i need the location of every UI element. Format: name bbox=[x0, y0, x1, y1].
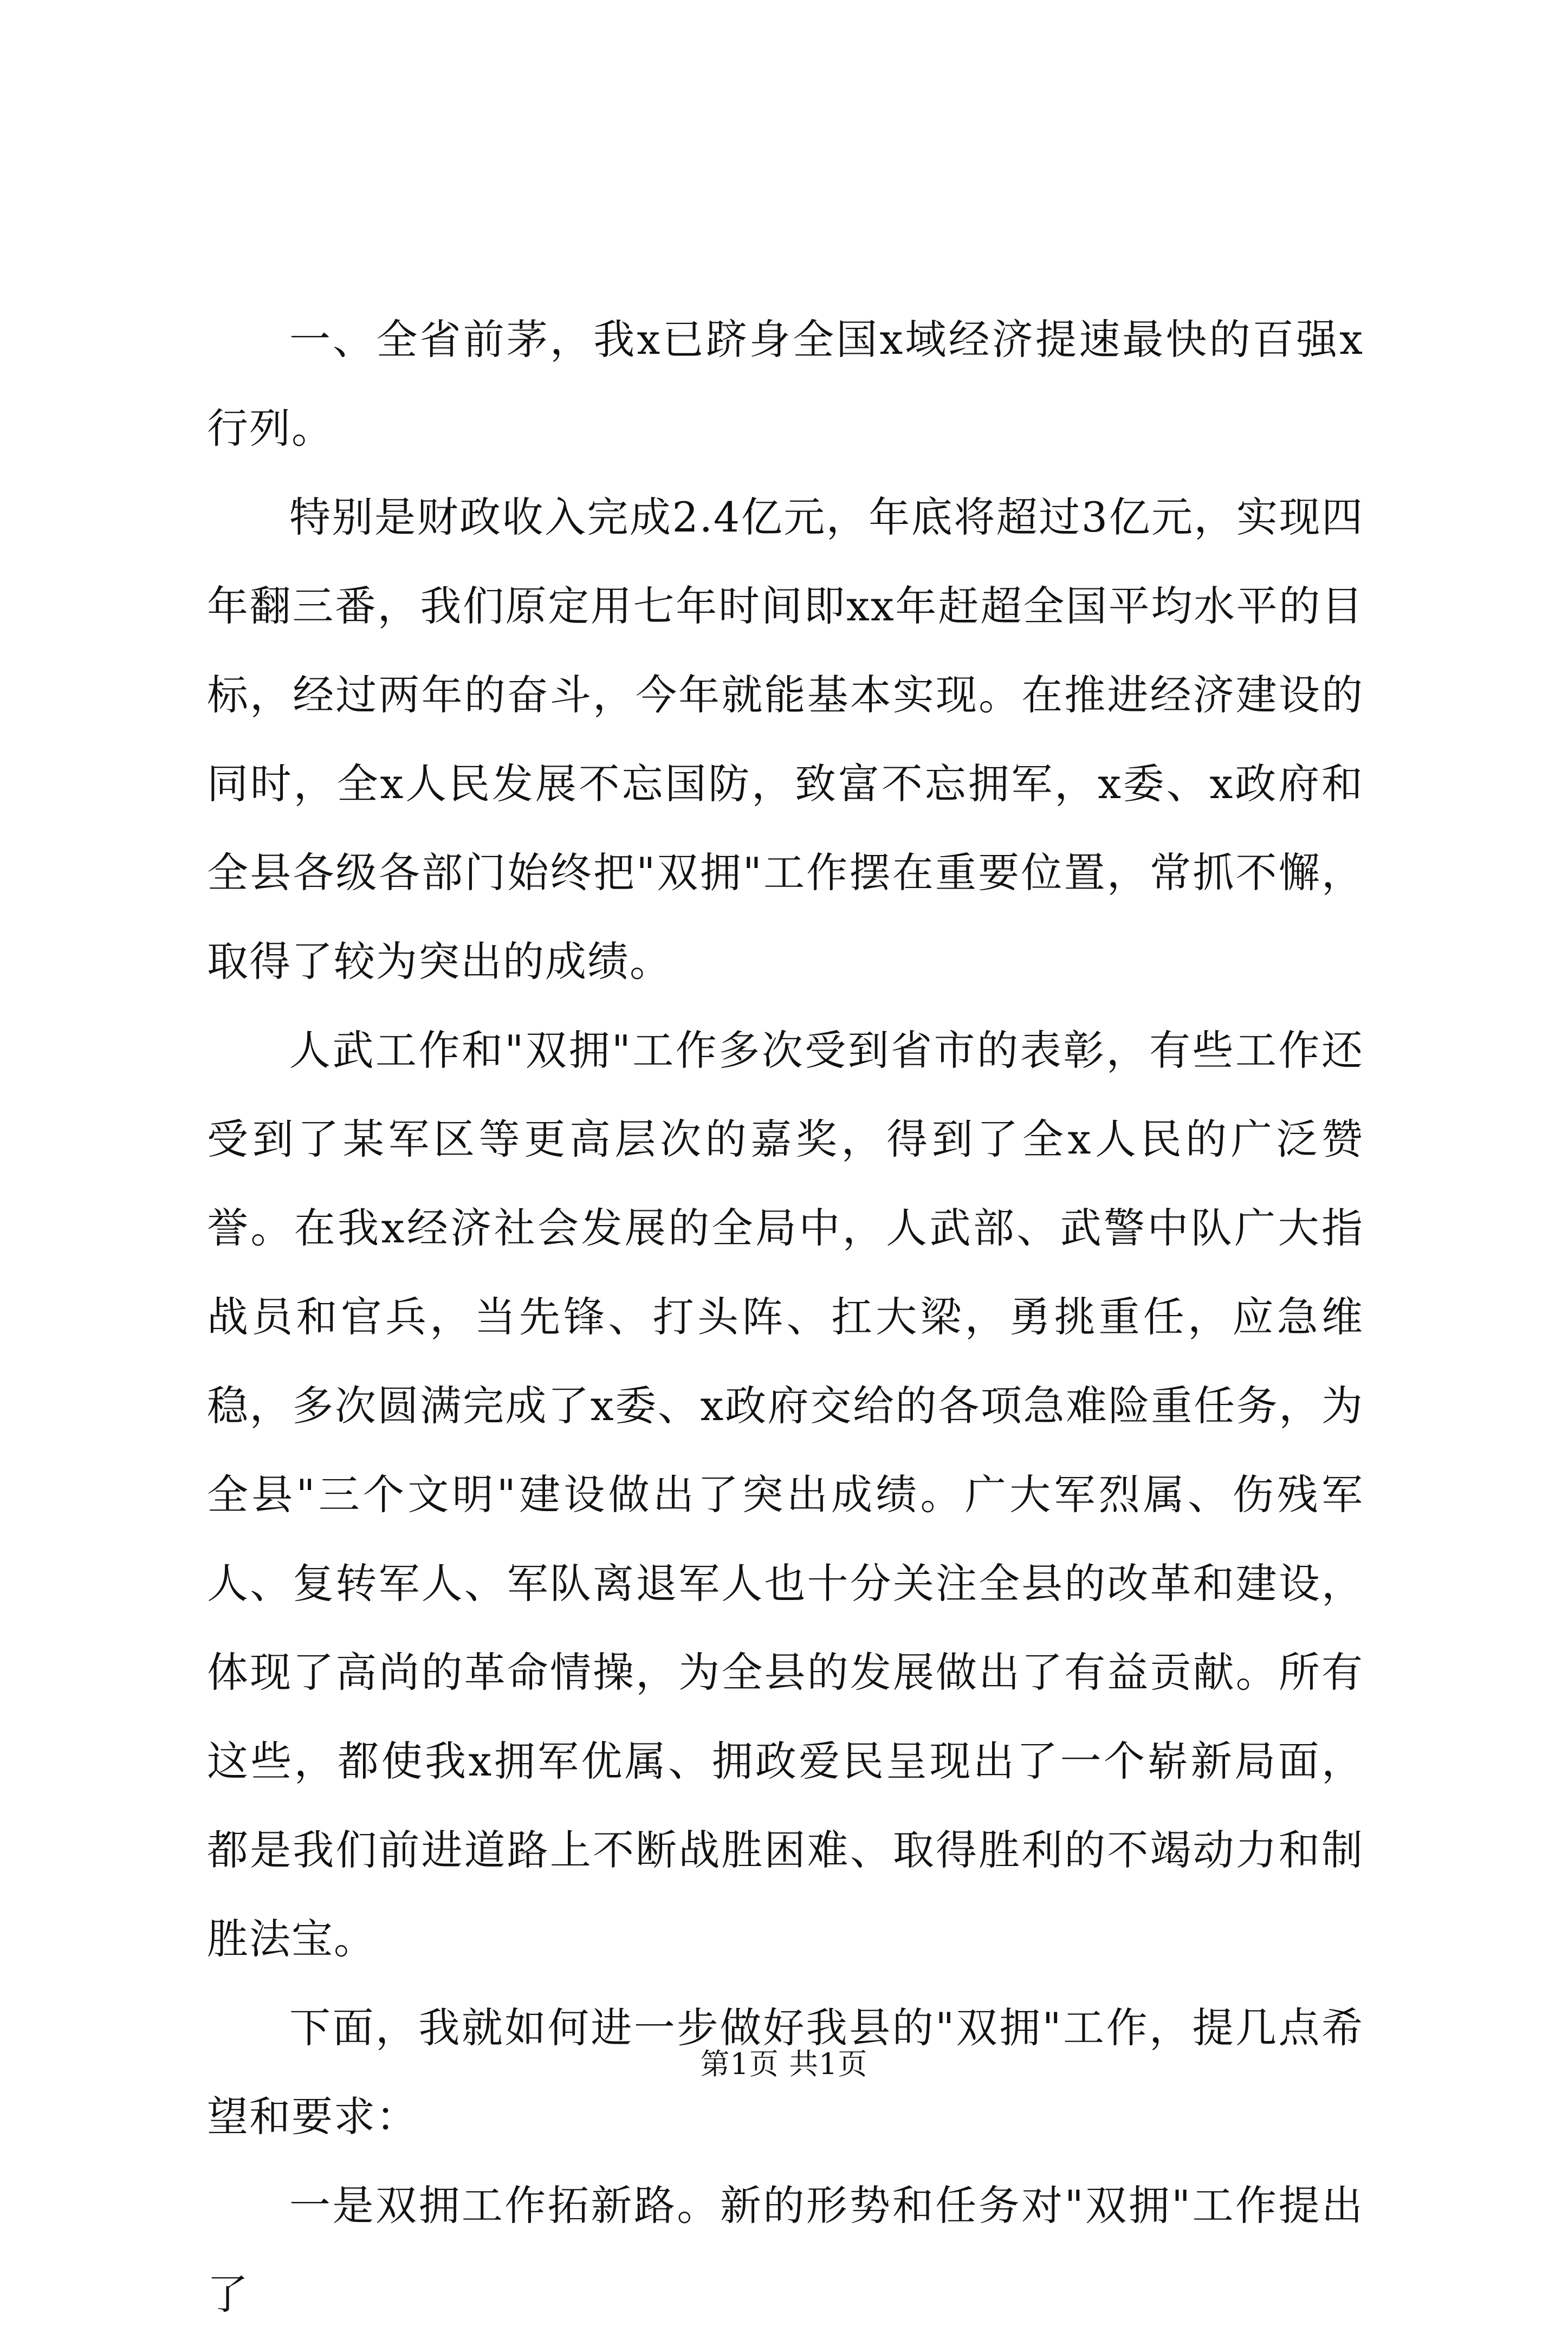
paragraph-2: 特别是财政收入完成2.4亿元，年底将超过3亿元，实现四年翻三番，我们原定用七年时间即xx年赶超全国平均水平的目标，经过两年的奋斗，今年就能基本实现。在推进经济建设的同时，全x人民发展不忘国防，致富不忘拥军，x委、x政府和全县各级各部门始终把"双拥"工作摆在重要位置，常抓不懈，取得了较为突出的成绩。 bbox=[207, 493, 1364, 986]
document-body bbox=[207, 295, 1364, 2339]
paragraph-1: 一、全省前茅，我x已跻身全国x域经济提速最快的百强x行列。 bbox=[207, 315, 1364, 452]
paragraph-5: 一是双拥工作拓新路。新的形势和任务对"双拥"工作提出了 bbox=[207, 2181, 1364, 2318]
paragraph-3: 人武工作和"双拥"工作多次受到省市的表彰，有些工作还受到了某军区等更高层次的嘉奖，得到了全x人民的广泛赞誉。在我x经济社会发展的全局中，人武部、武警中队广大指战员和官兵，当先锋、打头阵、扛大梁，勇挑重任，应急维稳，多次圆满完成了x委、x政府交给的各项急难险重任务，为全县"三个文明"建设做出了突出成绩。广大军烈属、伤残军人、复转军人、军队离退军人也十分关注全县的改革和建设，体现了高尚的革命情操，为全县的发展做出了有益贡献。所有这些，都使我x拥军优属、拥政爱民呈现出了一个崭新局面，都是我们前进道路上不断战胜困难、取得胜利的不竭动力和制胜法宝。 bbox=[207, 1026, 1364, 1963]
paragraph-4: 下面，我就如何进一步做好我县的"双拥"工作，提几点希望和要求： bbox=[207, 2004, 1364, 2141]
page-footer: 第1页 共1页 bbox=[700, 2047, 868, 2081]
